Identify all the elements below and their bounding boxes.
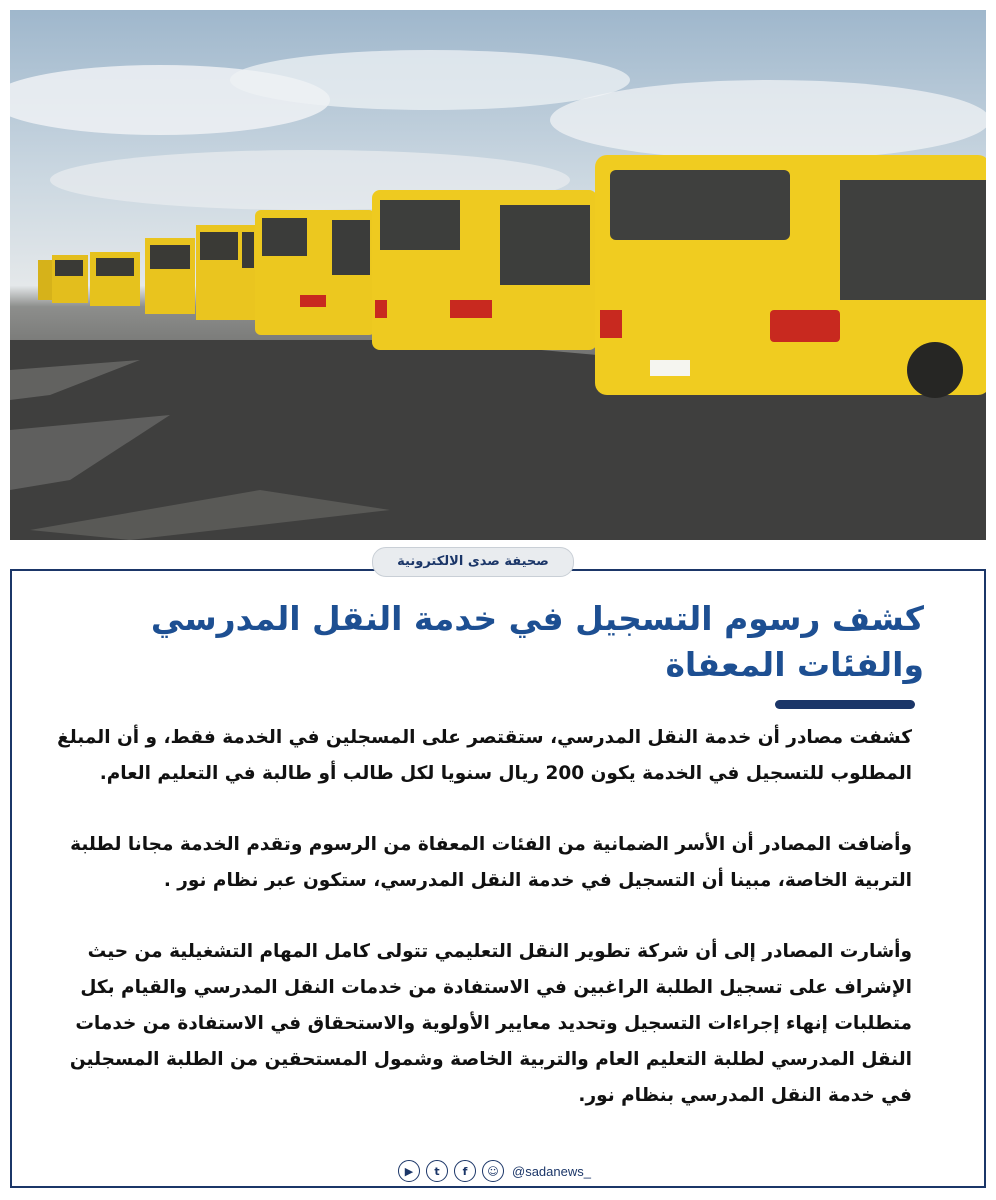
- bus-illustration: [10, 10, 986, 540]
- paragraph: وأضافت المصادر أن الأسر الضمانية من الفئات المعفاة من الرسوم وتقدم الخدمة مجانا لطلبة التربية الخاصة، مبينا أن التسجيل في خدمة النقل المدرسي، ستكون عبر نظام نور .: [70, 834, 912, 891]
- paragraph: وأشارت المصادر إلى أن شركة تطوير النقل التعليمي تتولى كامل المهام التشغيلية من حيث الإشراف على تسجيل الطلبة الراغبين في الاستفادة من خدمات النقل المدرسي والقيام بكل متطلبات إنهاء إجراءات التسجيل وتحديد معايير الأولوية والاستحقاق في الاستفادة من خدمات النقل المدرسي لطلبة التعليم العام والتربية الخاصة وشمول المستحقين من الطلبة المسجلين في خدمة النقل المدرسي بنظام نور.: [69, 941, 912, 1106]
- article-headline: كشف رسوم التسجيل في خدمة النقل المدرسي والفئات المعفاة: [150, 599, 924, 684]
- snapchat-icon[interactable]: ☺: [482, 1160, 504, 1182]
- frame-border-left: [10, 569, 12, 1188]
- twitter-icon[interactable]: t: [426, 1160, 448, 1182]
- facebook-icon[interactable]: f: [454, 1160, 476, 1182]
- paragraph: كشفت مصادر أن خدمة النقل المدرسي، ستقتصر على المسجلين في الخدمة فقط، و أن المبلغ المطلوب للتسجيل في الخدمة يكون 200 ريال سنويا لكل طالب أو طالبة في التعليم العام.: [57, 727, 912, 784]
- frame-border-right: [984, 569, 986, 1188]
- frame-border-bottom: [10, 1186, 986, 1188]
- headline-underline: [775, 700, 915, 709]
- social-footer: [398, 1158, 591, 1184]
- social-handle[interactable]: @sadanews_: [512, 1163, 591, 1179]
- hero-photo-school-buses: [10, 10, 986, 540]
- source-badge: صحيفة صدى الالكترونية: [372, 547, 574, 577]
- youtube-icon[interactable]: ▶: [398, 1160, 420, 1182]
- article-body: [40, 720, 912, 1149]
